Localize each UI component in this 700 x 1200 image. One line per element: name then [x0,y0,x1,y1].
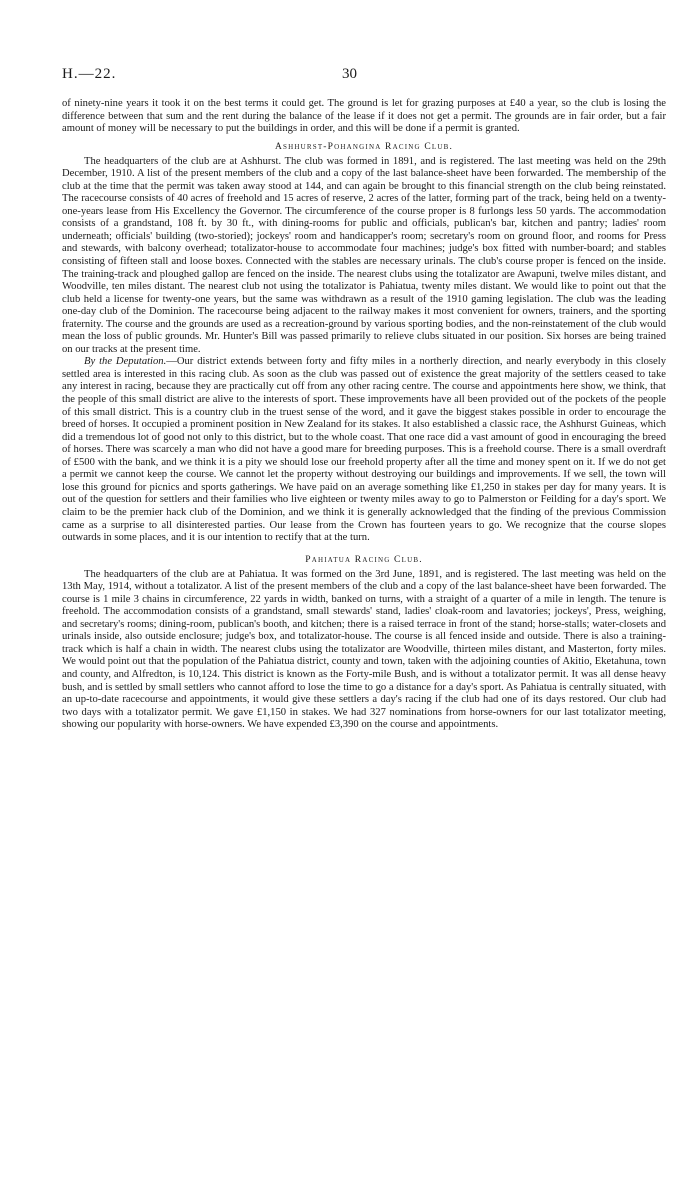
document-reference: H.—22. [62,66,117,82]
ashhurst-paragraph: The headquarters of the club are at Ashhurst. The club was formed in 1891, and is registered. The last meeting was held on the 29th December, 1910. A list of the present members of the club and a copy of the last balance-sheet have been forwarded. The membership of the club at the time that the permit was taken away stood at 144, and can again be brought to this financial strength on the club being reinstated. The racecourse consists of 40 acres of freehold and 15 acres of reserve, 2 acres of the latter, forming part of the track, being held on a twenty-one-years lease from His Excellency the Governor. The circumference of the course proper is 8 furlongs less 50 yards. The accommodation consists of a grandstand, 108 ft. by 30 ft., with dining-rooms for public and officials, publican's bar, kitchen and pantry; ladies' room underneath; officials' building (two-storied); jockeys' room and handicapper's room; secretary's room on ground floor, and rooms for Press and stewards, with balcony overhead; totalizator-house to accommodate four machines; judge's box fitted with number-board; and stables consisting of fifteen stall and loose boxes. Connected with the stables are necessary urinals. The club's course proper is fenced on the inside. The training-track and ploughed gallop are fenced on the inside. The nearest clubs using the totalizator are Awapuni, twelve miles distant, and Woodville, ten miles distant. The nearest club not using the totalizator is Pahiatua, twenty miles distant. We would like to point out that the club held a license for twenty-one years, but the same was withdrawn as a result of the 1910 gaming legislation. The club was the leading one-day club of the Dominion. The racecourse being adjacent to the railway makes it most convenient for owners, trainers, and the sporting fraternity. The course and the grounds are used as a recreation-ground by various sporting bodies, and the non-reinstatement of the club would mean the loss of public grounds. Mr. Hunter's Bill was passed primarily to relieve clubs situated in our position. Six horses are being trained on our tracks at the present time. [62,155,666,355]
ashhurst-deputation-paragraph [62,356,666,544]
ashhurst-section-heading: Ashhurst-Pohangina Racing Club. [274,141,454,152]
running-head [62,66,666,86]
pahiatua-section-heading: Pahiatua Racing Club. [305,554,423,565]
page-number: 30 [342,66,357,82]
page-body [62,98,666,732]
deputation-label: By the Deputation. [84,356,167,368]
deputation-text: —Our district extends between forty and fifty miles in a northerly direction, and nearly everybody in this closely settled area is interested in this racing club. As soon as the club was passed out of existence the great majority of the settlers ceased to take any interest in racing, because they are practically cut off from any other racing centre. The course and appointments here show, we think, that the people of this small district are alive to the interests of sport. These improvements have all been provided out of the pockets of the people of this small district. This is a country club in the truest sense of the word, and it gave the biggest stakes possible in order to encourage the breed of horses. It occupied a prominent position in New Zealand for its stakes. It also established a classic race, the Ashhurst Guineas, which did a tremendous lot of good not only to this district, but to the whole coast. That one race did a vast amount of good in encouraging the breed of horses. There was scarcely a man who did not have a good mare for breeding purposes. This is a freehold course. There is a small overdraft of £500 with the bank, and we think it is a pity we should lose our freehold property after all the time and money spent on it. If we do not get a permit we cannot keep the course. We cannot let the property without destroying our buildings and improvements. If we sell, the town will lose this ground for picnics and sports gatherings. We have paid on an average something like £1,250 in stakes per day for many years. It is out of the question for settlers and their families who live eighteen or twenty miles away to go to Palmerston or Feilding for a day's sport. We claim to be the premier hack club of the Dominion, and we think it is generally acknowledged that the finding of the previous Commission came as a surprise to all disinterested parties. Our lease from the Crown has fourteen years to go. We recognize that the course slopes outwards in some places, and it is our intention to rectify that at the turn. [62,356,666,544]
intro-paragraph: of ninety-nine years it took it on the best terms it could get. The ground is let for grazing purposes at £40 a year, so the club is losing the difference between that sum and the rent during the balance of the lease if it does not get a permit. The grounds are in fair order, but a fair amount of money will be necessary to put the buildings in order, and this will be done if a permit is granted. [62,98,666,135]
pahiatua-paragraph: The headquarters of the club are at Pahiatua. It was formed on the 3rd June, 1891, and is registered. The last meeting was held on the 13th May, 1914, without a totalizator. A list of the present members of the club and a copy of the last balance-sheet have been forwarded. The course is 1 mile 3 chains in circumference, 22 yards in width, banked on turns, with a straight of a quarter of a mile in length. The tenure is freehold. The accommodation consists of a grandstand, small stewards' stand, ladies' cloak-room and lavatories; jockeys', Press, weighing, and secretary's rooms; dining-room, publican's booth, and kitchen; there is a raised terrace in front of the stand; horse-stalls; water-closets and urinals inside, also outside enclosure; judge's box, and totalizator-house. The course is all fenced inside and outside. There is also a training-track which is half a chain in width. The nearest clubs using the totalizator are Woodville, thirteen miles distant, and Masterton, forty miles. We would point out that the population of the Pahiatua district, county and town, taken with the adjoining counties of Akitio, Eketahuna, town and county, and Alfredton, is 10,124. This district is known as the Forty-mile Bush, and is without a totalizator permit. It was all dense heavy bush, and is settled by small settlers who cannot afford to lose the time to go a distance for a day's sport. As Pahiatua is centrally situated, with an up-to-date racecourse and appointments, it would give these settlers a day's racing if the club had one of its days restored. Our club had two days with a totalizator permit. We gave £1,150 in stakes. We had 327 nominations from horse-owners for our last totalizator meeting, showing our popularity with horse-owners. We have expended £3,390 on the course and appointments. [62,568,666,731]
